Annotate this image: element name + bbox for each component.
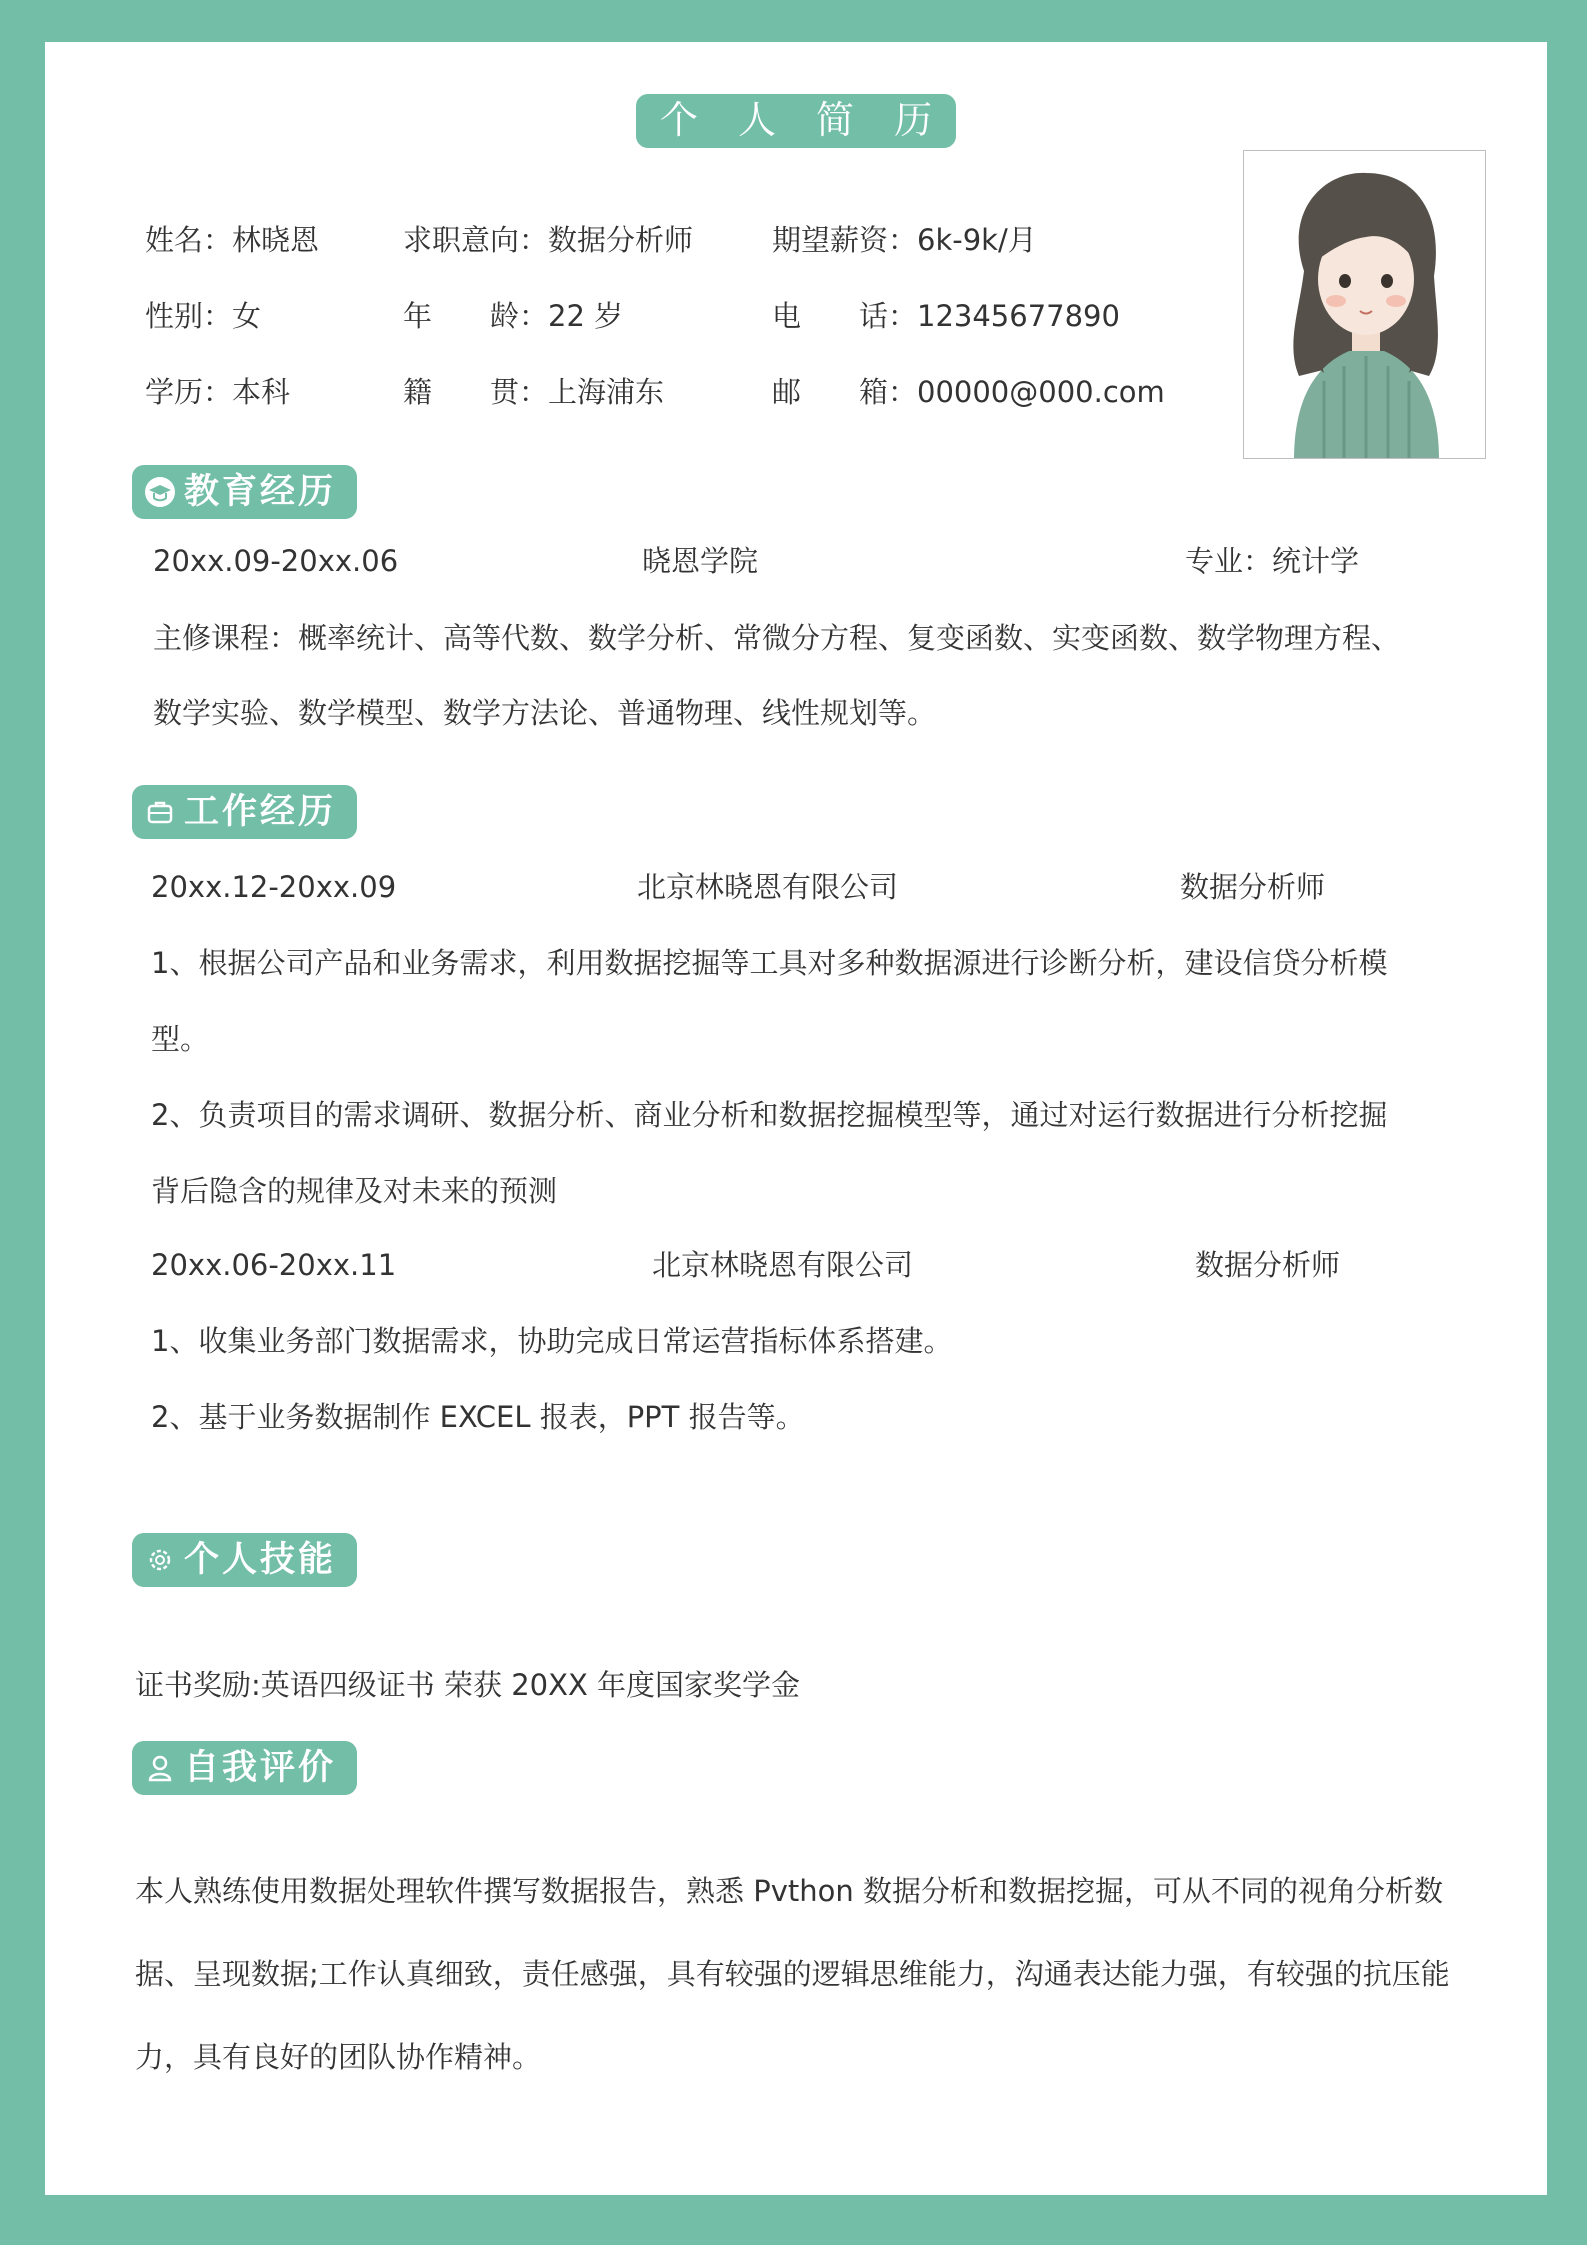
briefcase-icon — [142, 794, 178, 830]
work-2-line-2: 2、基于业务数据制作 EXCEL 报表，PPT 报告等。 — [151, 1400, 805, 1434]
work-1-position: 数据分析师 — [1180, 870, 1326, 904]
work-1-line-2: 型。 — [151, 1022, 210, 1056]
edu-courses-line1: 主修课程：概率统计、高等代数、数学分析、常微分方程、复变函数、实变函数、数学物理方程、 — [153, 621, 1401, 655]
section-self-label: 自我评价 — [184, 1748, 337, 1788]
work-1-company: 北京林晓恩有限公司 — [637, 870, 899, 904]
title-wrap — [45, 94, 1547, 148]
work-2-company: 北京林晓恩有限公司 — [652, 1248, 914, 1282]
work-1-line-4: 背后隐含的规律及对未来的预测 — [151, 1174, 558, 1208]
section-self — [132, 1741, 357, 1795]
work-2-period: 20xx.06-20xx.11 — [151, 1248, 397, 1282]
avatar-illustration — [1244, 151, 1486, 459]
section-skills — [132, 1533, 357, 1587]
work-2-line-1: 1、收集业务部门数据需求，协助完成日常运营指标体系搭建。 — [151, 1324, 953, 1358]
skills-line: 证书奖励:英语四级证书 荣获 20XX 年度国家奖学金 — [135, 1668, 801, 1702]
gear-icon — [142, 1542, 178, 1578]
info-intention: 求职意向：数据分析师 — [403, 223, 694, 257]
section-skills-label: 个人技能 — [184, 1540, 337, 1580]
resume-title: 个 人 简 历 — [636, 94, 956, 148]
info-origin: 籍 贯：上海浦东 — [403, 375, 665, 409]
info-phone: 电 话：12345677890 — [772, 299, 1120, 333]
self-line-2: 据、呈现数据;工作认真细致，责任感强，具有较强的逻辑思维能力，沟通表达能力强，有较强的抗压能 — [135, 1957, 1450, 1991]
profile-photo — [1243, 150, 1486, 459]
edu-period: 20xx.09-20xx.06 — [153, 544, 399, 578]
info-email: 邮 箱：00000@000.com — [772, 375, 1165, 409]
self-line-3: 力，具有良好的团队协作精神。 — [135, 2040, 542, 2074]
info-education: 学历：本科 — [145, 375, 291, 409]
work-2-position: 数据分析师 — [1195, 1248, 1341, 1282]
user-icon — [142, 1750, 178, 1786]
edu-school: 晓恩学院 — [642, 544, 759, 578]
edu-major: 专业：统计学 — [1185, 544, 1360, 578]
edu-courses-line2: 数学实验、数学模型、数学方法论、普通物理、线性规划等。 — [153, 696, 937, 730]
info-gender: 性别：女 — [145, 299, 262, 333]
info-name: 姓名：林晓恩 — [145, 223, 320, 257]
work-1-line-3: 2、负责项目的需求调研、数据分析、商业分析和数据挖掘模型等，通过对运行数据进行分析挖掘 — [151, 1098, 1388, 1132]
graduation-cap-icon — [142, 474, 178, 510]
resume-page — [45, 42, 1547, 2195]
work-1-period: 20xx.12-20xx.09 — [151, 870, 397, 904]
section-work — [132, 785, 357, 839]
info-salary: 期望薪资：6k-9k/月 — [772, 223, 1037, 257]
work-1-line-1: 1、根据公司产品和业务需求，利用数据挖掘等工具对多种数据源进行诊断分析，建设信贷分析模 — [151, 946, 1388, 980]
info-age: 年 龄：22 岁 — [403, 299, 624, 333]
section-work-label: 工作经历 — [184, 792, 337, 832]
section-education-label: 教育经历 — [184, 472, 337, 512]
section-education — [132, 465, 357, 519]
self-line-1: 本人熟练使用数据处理软件撰写数据报告，熟悉 Pvthon 数据分析和数据挖掘，可从不同的视角分析数 — [135, 1874, 1443, 1908]
